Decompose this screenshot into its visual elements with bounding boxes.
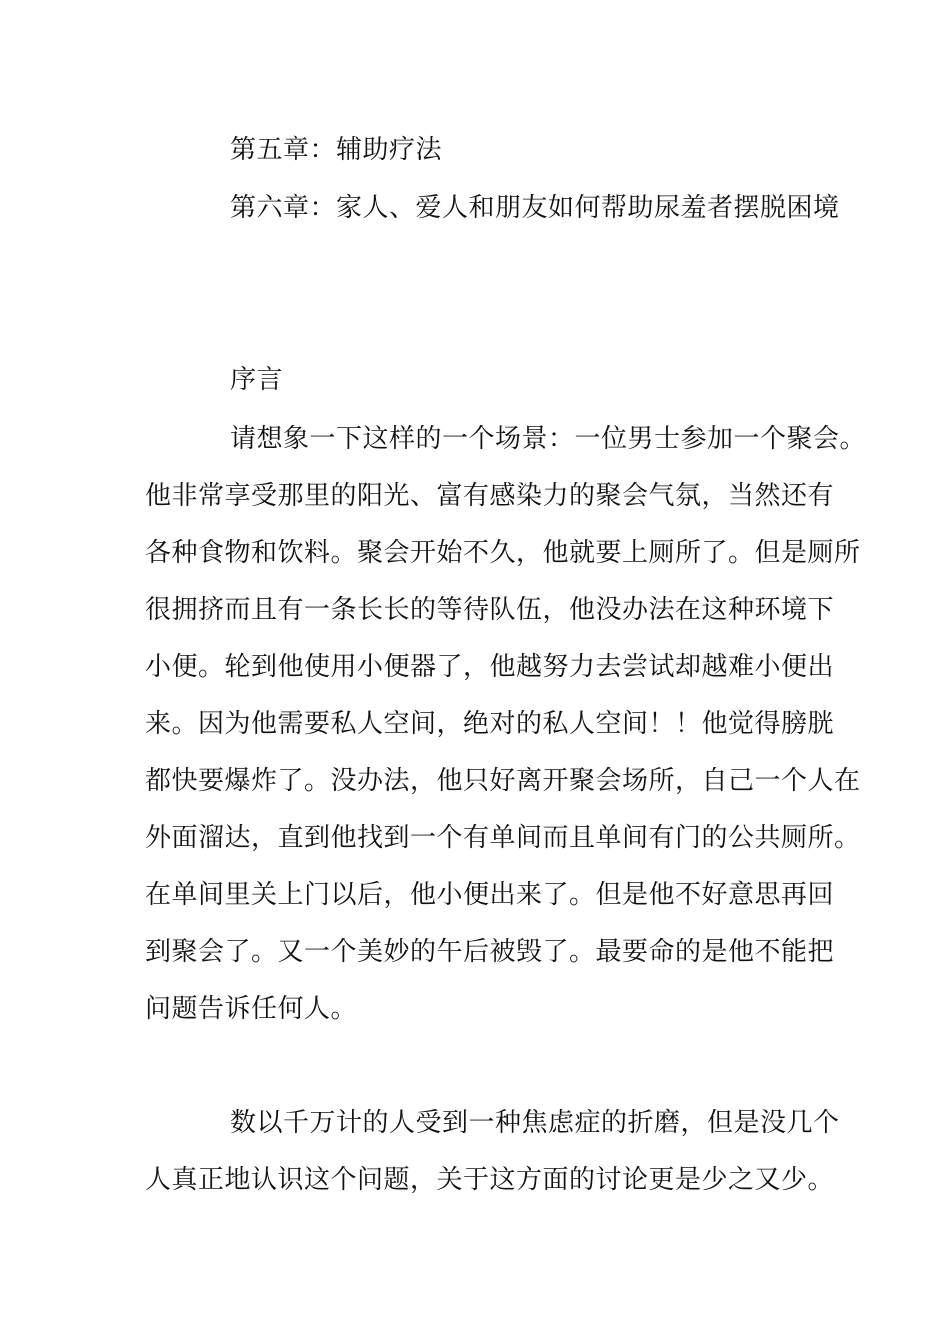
paragraph-line: 在单间里关上门以后，他小便出来了。但是他不好意思再回 (145, 880, 835, 910)
paragraph-line: 小便。轮到他使用小便器了，他越努力去尝试却越难小便出 (145, 652, 835, 682)
paragraph-line: 数以千万计的人受到一种焦虑症的折磨，但是没几个 (230, 1108, 840, 1138)
paragraph-line: 请想象一下这样的一个场景：一位男士参加一个聚会。 (230, 424, 867, 454)
paragraph-line: 人真正地认识这个问题，关于这方面的讨论更是少之又少。 (145, 1165, 835, 1195)
paragraph-line: 各种食物和饮料。聚会开始不久，他就要上厕所了。但是厕所 (145, 538, 861, 568)
paragraph-line: 问题告诉任何人。 (145, 994, 358, 1024)
paragraph-line: 到聚会了。又一个美妙的午后被毁了。最要命的是他不能把 (145, 937, 835, 967)
paragraph-line: 来。因为他需要私人空间，绝对的私人空间！！他觉得膀胱 (145, 709, 835, 739)
paragraph-line: 很拥挤而且有一条长长的等待队伍，他没办法在这种环境下 (145, 595, 835, 625)
paragraph-line: 他非常享受那里的阳光、富有感染力的聚会气氛，当然还有 (145, 481, 835, 511)
toc-chapter-5: 第五章：辅助疗法 (230, 135, 443, 165)
paragraph-line: 都快要爆炸了。没办法，他只好离开聚会场所，自己一个人在 (145, 766, 861, 796)
preface-heading: 序言 (230, 365, 284, 395)
toc-chapter-6: 第六章：家人、爱人和朋友如何帮助尿羞者摆脱困境 (230, 193, 840, 223)
paragraph-line: 外面溜达，直到他找到一个有单间而且单间有门的公共厕所。 (145, 823, 861, 853)
